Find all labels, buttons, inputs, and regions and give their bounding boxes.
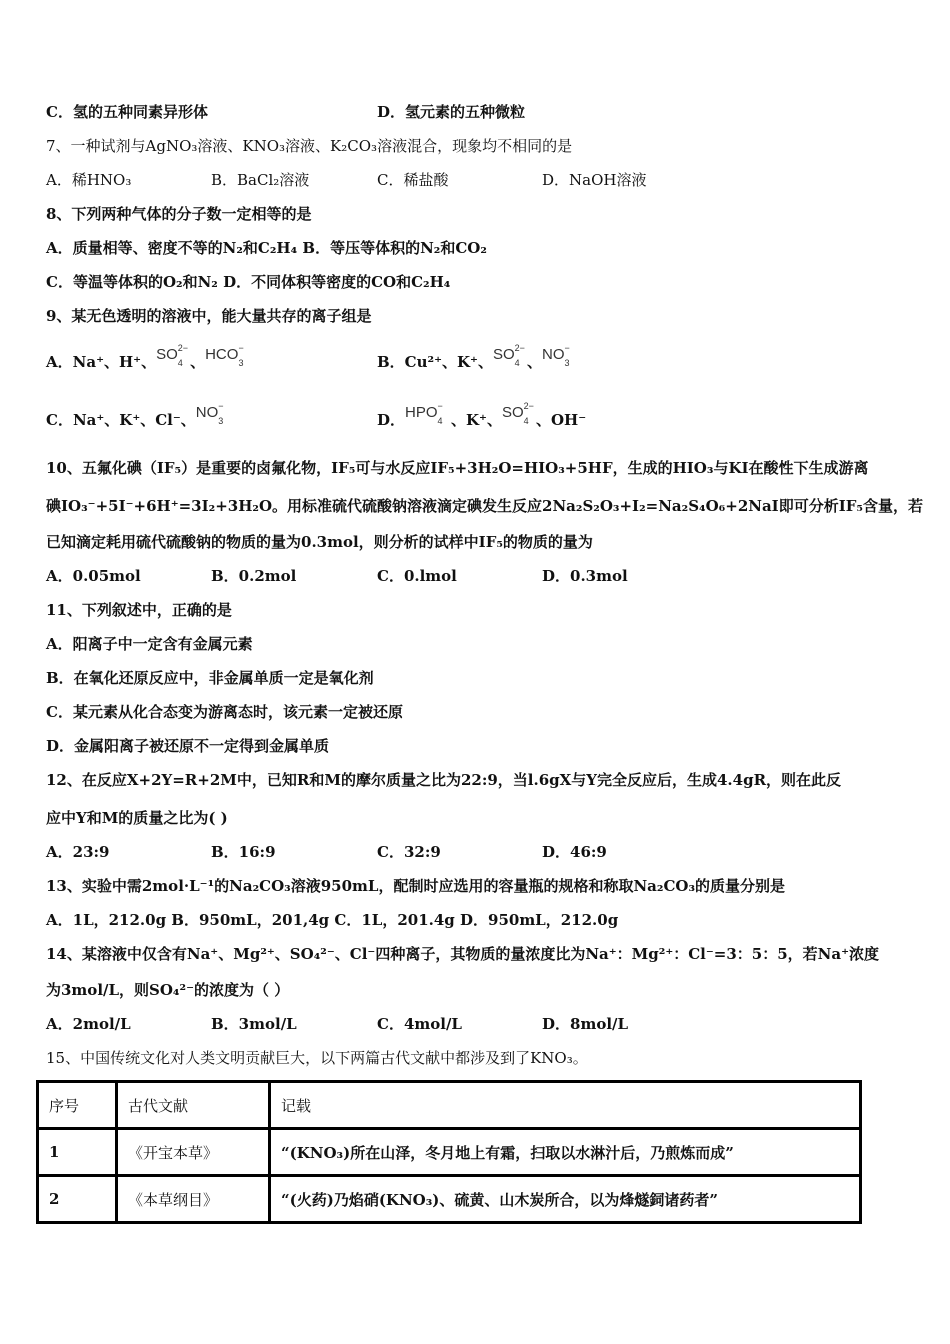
sulfate-ion: SO 2− 4	[156, 343, 189, 368]
hydrogen-phosphate-ion: HPO − 4	[405, 401, 443, 426]
q12-line-2: 应中Y和M的质量之比为( )	[46, 809, 228, 827]
q12-option-d[interactable]: D．46:9	[542, 843, 607, 861]
q13-stem: 13、实验中需2mol·L⁻¹的Na₂CO₃溶液950mL，配制时应选用的容量瓶的规格和称取Na₂CO₃的质量分别是	[46, 877, 786, 895]
q11-stem: 11、下列叙述中，正确的是	[46, 601, 232, 619]
q12-line-1: 12、在反应X+2Y=R+2M中，已知R和M的摩尔质量之比为22:9，当l.6gX与Y完全反应后，生成4.4gR，则在此反	[46, 771, 842, 789]
q10-option-b[interactable]: B．0.2mol	[211, 567, 297, 585]
bicarbonate-ion: HCO − 3	[205, 343, 244, 368]
q9-d-prefix: D．	[377, 411, 406, 429]
q14-option-d[interactable]: D．8mol/L	[542, 1015, 629, 1033]
separator: 、	[526, 353, 542, 371]
q12-option-b[interactable]: B．16:9	[211, 843, 276, 861]
q9-c-prefix: C．Na⁺、K⁺、Cl⁻、	[46, 411, 196, 429]
q8-options-ab[interactable]: A．质量相等、密度不等的N₂和C₂H₄ B．等压等体积的N₂和CO₂	[46, 239, 487, 257]
table-header-cell: 古代文献	[117, 1082, 270, 1129]
table-cell: 《开宝本草》	[117, 1129, 270, 1176]
q9-option-c[interactable]	[46, 401, 230, 431]
q14-line-1: 14、某溶液中仅含有Na⁺、Mg²⁺、SO₄²⁻、Cl⁻四种离子，其物质的量浓度比为Na⁺：Mg²⁺：Cl⁻=3：5：5，若Na⁺浓度	[46, 945, 880, 963]
table-cell: “(KNO₃)所在山泽，冬月地上有霜，扫取以水淋汁后，乃煎炼而成”	[270, 1129, 861, 1176]
table-row	[38, 1176, 861, 1223]
separator: 、	[190, 353, 206, 371]
q7-option-d[interactable]: D．NaOH溶液	[542, 171, 647, 189]
nitrate-ion: NO − 3	[541, 343, 570, 368]
q13-options[interactable]: A．1L，212.0g B．950mL，201,4g C．1L，201.4g D．950mL，212.0g	[46, 911, 619, 929]
q6-option-d[interactable]: D．氢元素的五种微粒	[377, 103, 526, 121]
q14-option-b[interactable]: B．3mol/L	[211, 1015, 297, 1033]
table-header-row	[38, 1082, 861, 1129]
q9-d-mid: 、K⁺、	[451, 411, 502, 429]
nitrate-ion: NO − 3	[195, 401, 224, 426]
table-cell: 2	[38, 1176, 117, 1223]
table-header-cell: 序号	[38, 1082, 117, 1129]
table-cell: 1	[38, 1129, 117, 1176]
sulfate-ion: SO 2− 4	[501, 401, 534, 426]
ancient-texts-table	[36, 1080, 862, 1224]
q7-stem: 7、一种试剂与AgNO₃溶液、KNO₃溶液、K₂CO₃溶液混合，现象均不相同的是	[46, 137, 573, 155]
table-row	[38, 1129, 861, 1176]
q7-option-a[interactable]: A．稀HNO₃	[46, 171, 132, 189]
q8-options-cd[interactable]: C．等温等体积的O₂和N₂ D．不同体积等密度的CO和C₂H₄	[46, 273, 451, 291]
q10-option-d[interactable]: D．0.3mol	[542, 567, 628, 585]
q12-option-a[interactable]: A．23:9	[46, 843, 110, 861]
q9-option-d[interactable]	[377, 401, 587, 431]
q6-option-c[interactable]: C．氢的五种同素异形体	[46, 103, 208, 121]
q9-stem: 9、某无色透明的溶液中，能大量共存的离子组是	[46, 307, 372, 325]
q11-option-c[interactable]: C．某元素从化合态变为游离态时，该元素一定被还原	[46, 703, 403, 721]
q10-option-a[interactable]: A．0.05mol	[46, 567, 141, 585]
q11-option-b[interactable]: B．在氧化还原反应中，非金属单质一定是氧化剂	[46, 669, 374, 687]
q9-a-prefix: A．Na⁺、H⁺、	[46, 353, 157, 371]
q10-option-c[interactable]: C．0.lmol	[377, 567, 457, 585]
q11-option-d[interactable]: D．金属阳离子被还原不一定得到金属单质	[46, 737, 330, 755]
q11-option-a[interactable]: A．阳离子中一定含有金属元素	[46, 635, 253, 653]
q8-stem: 8、下列两种气体的分子数一定相等的是	[46, 205, 312, 223]
table-cell: “(火药)乃焰硝(KNO₃)、硫黄、山木炭所合，以为烽燧鉰诸药者”	[270, 1176, 861, 1223]
q14-option-c[interactable]: C．4mol/L	[377, 1015, 462, 1033]
q7-option-b[interactable]: B．BaCl₂溶液	[211, 171, 310, 189]
q12-option-c[interactable]: C．32:9	[377, 843, 441, 861]
q14-option-a[interactable]: A．2mol/L	[46, 1015, 131, 1033]
q10-line-1: 10、五氟化碘（IF₅）是重要的卤氟化物，IF₅可与水反应IF₅+3H₂O=HIO₃+5HF，生成的HIO₃与KI在酸性下生成游离	[46, 459, 869, 477]
table-cell: 《本草纲目》	[117, 1176, 270, 1223]
q15-stem: 15、中国传统文化对人类文明贡献巨大，以下两篇古代文献中都涉及到了KNO₃。	[46, 1049, 588, 1067]
table-header-cell: 记载	[270, 1082, 861, 1129]
q9-b-prefix: B．Cu²⁺、K⁺、	[377, 353, 493, 371]
q9-option-b[interactable]	[377, 343, 576, 373]
q9-option-a[interactable]	[46, 343, 251, 373]
q7-option-c[interactable]: C．稀盐酸	[377, 171, 449, 189]
q10-line-3: 已知滴定耗用硫代硫酸钠的物质的量为0.3mol，则分析的试样中IF₅的物质的量为	[46, 533, 593, 551]
q9-d-suffix: 、OH⁻	[535, 411, 587, 429]
q10-line-2: 碘IO₃⁻+5I⁻+6H⁺=3I₂+3H₂O。用标准硫代硫酸钠溶液滴定碘发生反应2Na₂S₂O₃+I₂=Na₂S₄O₆+2NaI即可分析IF₅含量，若	[46, 497, 923, 515]
q14-line-2: 为3mol/L，则SO₄²⁻的浓度为（ ）	[46, 981, 290, 999]
sulfate-ion: SO 2− 4	[492, 343, 525, 368]
